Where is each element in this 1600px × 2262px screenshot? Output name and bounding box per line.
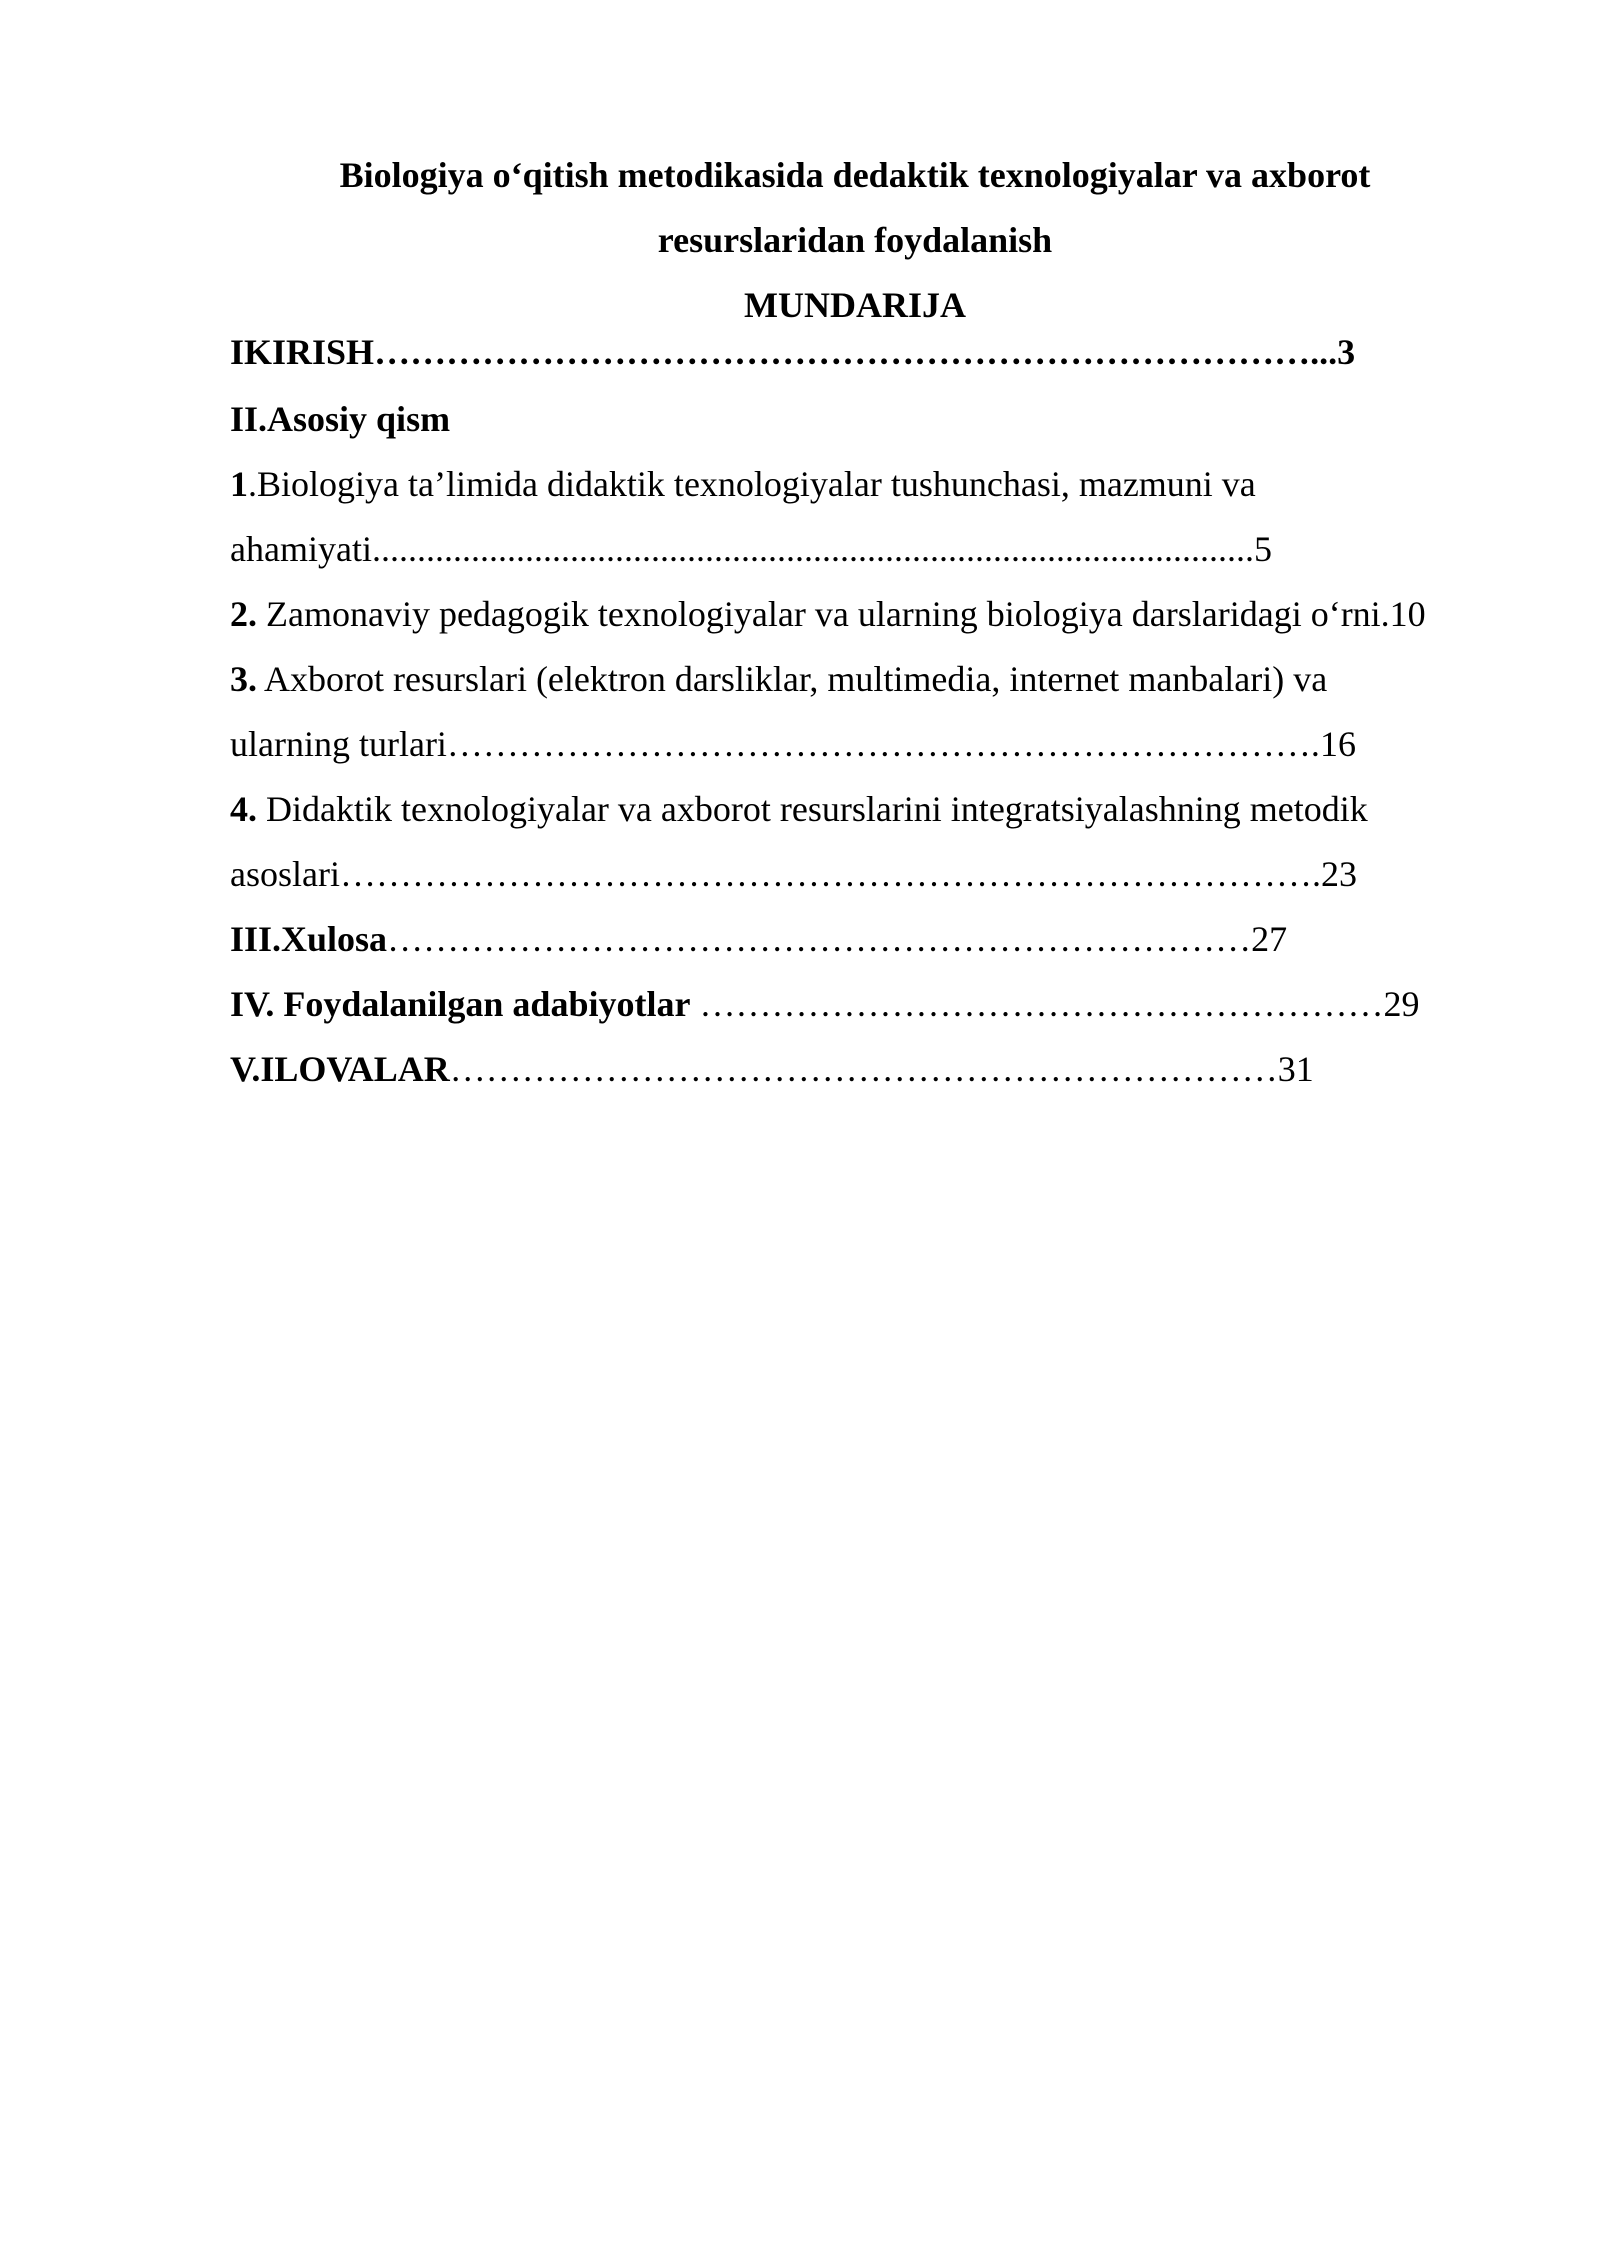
toc-entry-references <box>230 982 1488 1026</box>
document-title-line-2: resurslaridan foydalanish <box>657 220 1053 260</box>
toc-entry-conclusion <box>230 917 1488 961</box>
toc-item-1-text: .Biologiya ta’limida didaktik texnologiyalar tushunchasi, mazmuni va <box>248 464 1256 504</box>
toc-entry-3-line-1 <box>230 657 1488 701</box>
toc-entry-4-line-1 <box>230 787 1488 831</box>
toc-item-3-continuation: ularning turlari………………………………………………………………. <box>230 724 1320 764</box>
toc-conclusion-page: 27 <box>1251 919 1288 959</box>
toc-intro-page: .3 <box>1328 332 1356 372</box>
toc-main-part-label: II.Asosiy qism <box>230 399 451 439</box>
toc-entry-appendix <box>230 1047 1488 1091</box>
toc-item-3-page: 16 <box>1319 724 1356 764</box>
toc-entry-1-line-1 <box>230 462 1488 506</box>
toc-item-3-number: 3. <box>230 659 257 699</box>
toc-item-4-page: 23 <box>1320 854 1357 894</box>
toc-references-label: IV. Foydalanilgan adabiyotlar <box>230 984 691 1024</box>
toc-entry-3-line-2 <box>230 722 1488 766</box>
toc-entry-2 <box>230 592 1488 636</box>
toc-item-2-text: Zamonaviy pedagogik texnologiyalar va ularning biologiya darslaridagi o‘rni.10 <box>257 594 1426 634</box>
toc-intro-leader: …………………………………………………………………….. <box>374 332 1329 372</box>
toc-item-3-text: Axborot resurslari (elektron darsliklar, multimedia, internet manbalari) va <box>257 659 1328 699</box>
toc-references-page: 29 <box>1383 984 1420 1024</box>
toc-heading: MUNDARIJA <box>744 285 966 325</box>
toc-appendix-label: V.ILOVALAR <box>230 1049 450 1089</box>
toc-item-4-number: 4. <box>230 789 257 829</box>
toc-entry-main-part <box>230 397 1488 441</box>
toc-item-1-page: 5 <box>1253 529 1272 569</box>
toc-item-1-number: 1 <box>230 464 248 504</box>
toc-conclusion-label: III.Xulosa <box>230 919 388 959</box>
toc-entry-4-line-2 <box>230 852 1488 896</box>
toc-conclusion-leader: ……………………………………………………………… <box>387 919 1252 959</box>
toc-intro-label: IKIRISH <box>230 332 375 372</box>
document-title-line-1: Biologiya o‘qitish metodikasida dedaktik texnologiyalar va axborot <box>339 155 1371 195</box>
toc-item-1-continuation: ahamiyati.................................................................................................. <box>230 529 1254 569</box>
toc-item-4-text: Didaktik texnologiyalar va axborot resurslarini integratsiyalashning metodik <box>257 789 1368 829</box>
toc-references-leader: ………………………………………………… <box>690 984 1384 1024</box>
toc-entry-intro <box>230 330 1488 374</box>
toc-entry-1-line-2 <box>230 527 1488 571</box>
toc-item-4-continuation: asoslari………………………………………………………………………. <box>230 854 1321 894</box>
toc-item-2-number: 2. <box>230 594 257 634</box>
toc-appendix-leader: …………………………………………………………… <box>449 1049 1278 1089</box>
toc-appendix-page: 31 <box>1277 1049 1314 1089</box>
